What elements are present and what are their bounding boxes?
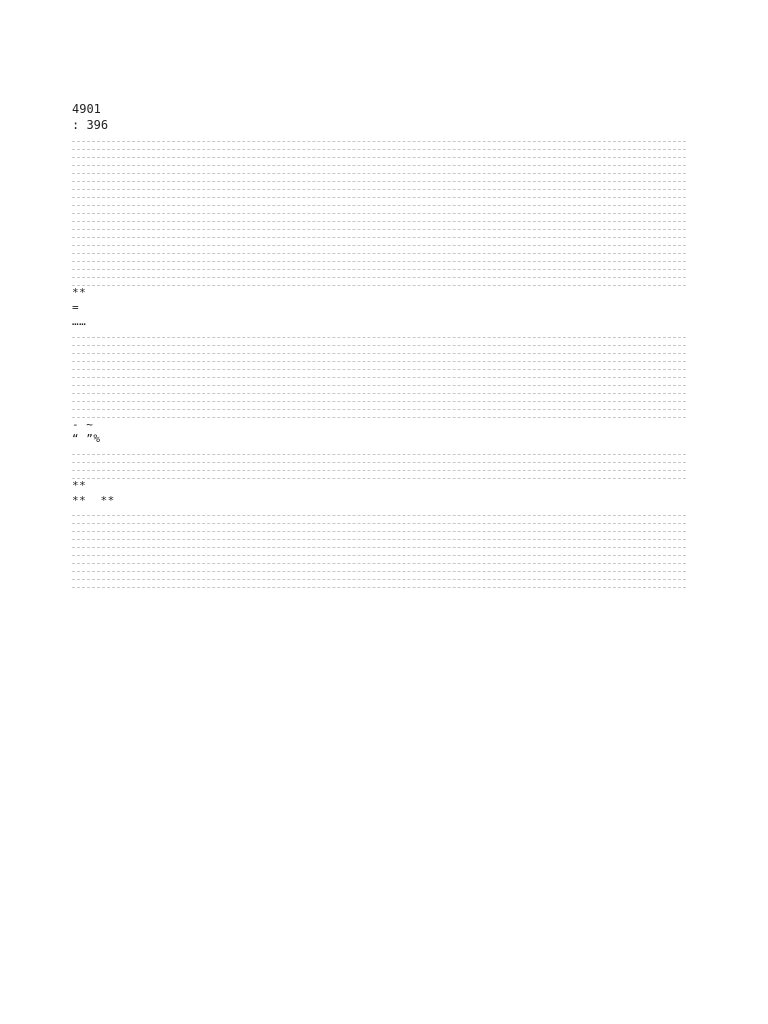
document-meta bbox=[72, 101, 108, 133]
paragraph bbox=[72, 548, 686, 556]
paragraph bbox=[72, 230, 686, 238]
paragraph bbox=[72, 346, 686, 354]
paragraph bbox=[72, 572, 686, 580]
paragraph bbox=[72, 330, 686, 338]
paragraph bbox=[72, 455, 686, 463]
paragraph: “ ”% bbox=[72, 432, 101, 446]
paragraph bbox=[72, 370, 686, 378]
paragraph bbox=[72, 580, 686, 588]
paragraph bbox=[72, 354, 686, 362]
paragraph bbox=[72, 142, 686, 150]
paragraph bbox=[72, 270, 686, 278]
meta-line-1: 4901 bbox=[72, 102, 101, 116]
paragraph: …… bbox=[72, 315, 87, 329]
paragraph bbox=[72, 447, 686, 455]
paragraph bbox=[72, 198, 686, 206]
paragraph bbox=[72, 222, 686, 230]
paragraph bbox=[72, 338, 686, 346]
paragraph bbox=[72, 150, 686, 158]
paragraph bbox=[72, 254, 686, 262]
paragraph bbox=[72, 410, 686, 418]
paragraph bbox=[72, 532, 686, 540]
paragraph bbox=[72, 471, 686, 479]
paragraph: ** bbox=[72, 478, 87, 492]
meta-line-2: : 396 bbox=[72, 118, 109, 132]
paragraph bbox=[72, 362, 686, 370]
paragraph bbox=[72, 238, 686, 246]
paragraph bbox=[72, 516, 686, 524]
paragraph bbox=[72, 508, 686, 516]
paragraph bbox=[72, 262, 686, 270]
paragraph: = bbox=[72, 300, 87, 314]
paragraph bbox=[72, 206, 686, 214]
paragraph: ** bbox=[72, 286, 87, 299]
paragraph bbox=[72, 524, 686, 532]
paragraph: - ~ bbox=[72, 417, 94, 431]
paragraph bbox=[72, 134, 686, 142]
paragraph bbox=[72, 463, 686, 471]
paragraph: ** ** bbox=[72, 493, 115, 507]
paragraph bbox=[72, 214, 686, 222]
paragraph bbox=[72, 278, 686, 286]
paragraph bbox=[72, 402, 686, 410]
paragraph bbox=[72, 378, 686, 386]
paragraph bbox=[72, 394, 686, 402]
document-body bbox=[72, 134, 712, 588]
paragraph bbox=[72, 182, 686, 190]
paragraph bbox=[72, 158, 686, 166]
paragraph bbox=[72, 540, 686, 548]
paragraph bbox=[72, 386, 686, 394]
paragraph bbox=[72, 556, 686, 564]
paragraph bbox=[72, 190, 686, 198]
paragraph bbox=[72, 246, 686, 254]
paragraph bbox=[72, 166, 686, 174]
paragraph bbox=[72, 174, 686, 182]
paragraph bbox=[72, 564, 686, 572]
